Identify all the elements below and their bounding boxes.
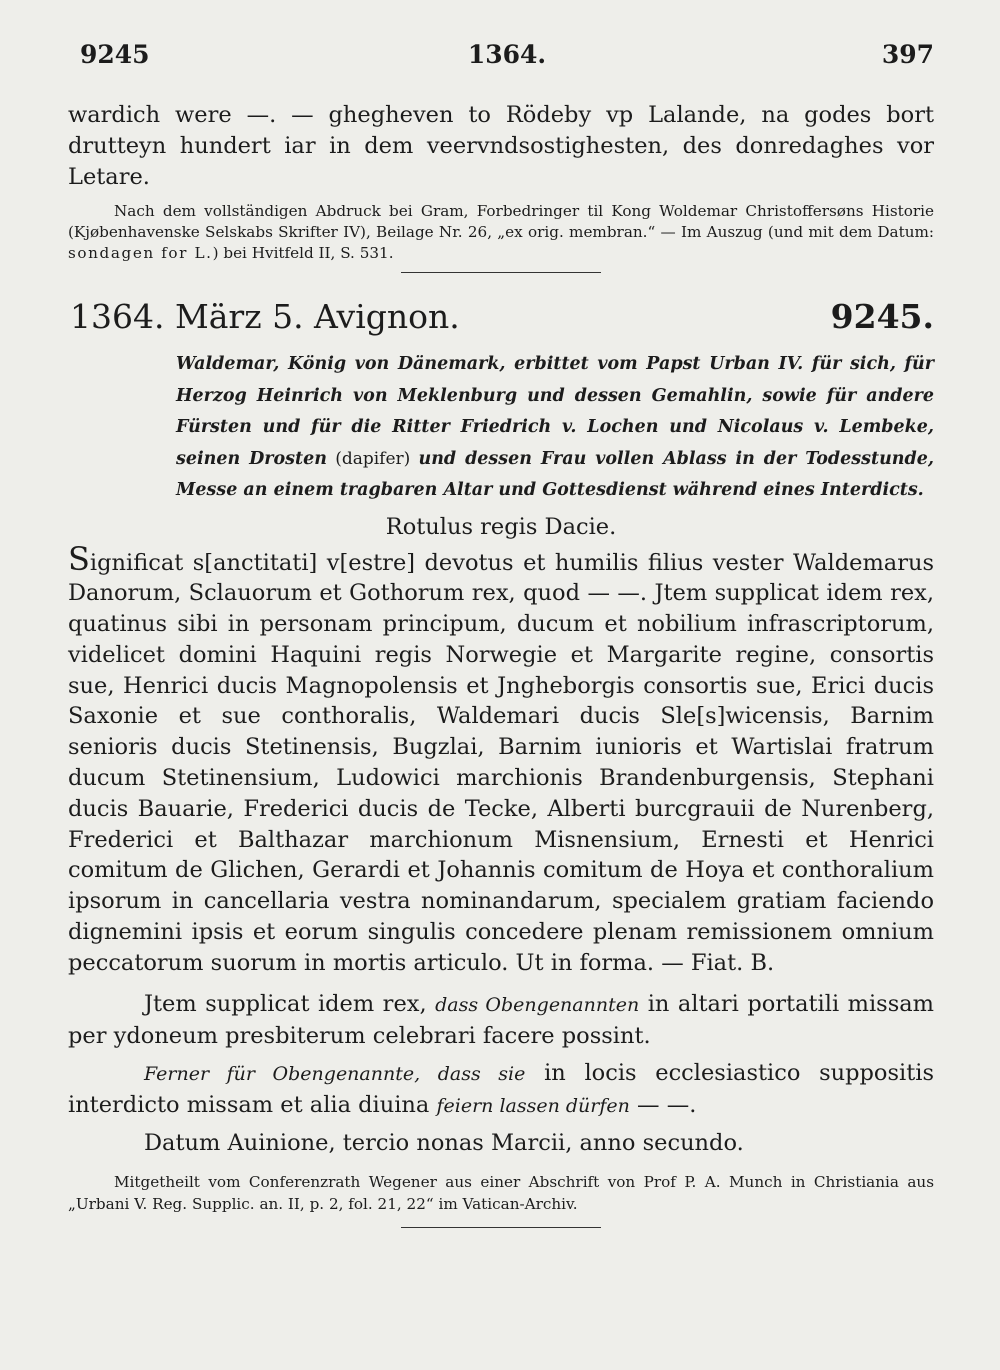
end-divider — [401, 1227, 601, 1228]
document-number: 9245 — [80, 40, 150, 69]
entry-heading — [68, 297, 934, 349]
continuation-source-note — [68, 201, 934, 264]
entry-number: 9245. — [830, 297, 934, 336]
body-paragraph-3 — [68, 1058, 934, 1122]
continuation-text: wardich were —. — ghegheven to Rödeby vp Lalande, na godes bort drutteyn hundert iar in dem veervndsostighesten, des donredaghes vor Letare. — [68, 102, 934, 190]
body-paragraph-2 — [68, 989, 934, 1052]
regest-part1: Waldemar, König von Dänemark, erbittet vom Papst Urban IV. für sich, für Herzog Heinrich von Meklenburg und dessen Gemahlin, sowie für andere Fürsten und für die Ritter Friedrich v. Lochen und Nicolaus v. Lembeke, seinen Drosten — [176, 354, 934, 469]
regest-part2: und dessen Frau vollen Ablass in der Todesstunde, Messe an einem tragbaren Altar und Gottesdienst während eines Interdicts. — [176, 448, 934, 500]
body-text: ignificat s[anctitati] v[estre] devotus et humilis filius vester Waldemarus Danorum, Sclauorum et Gothorum rex, quod — —. Jtem supplicat idem rex, quatinus sibi in personam principum, ducum et nobilium infrascriptorum, videlicet domini Haquini regis Norwegie et Margarite regine, consortis sue, Henrici ducis Magnopolensis et Jngheborgis consortis sue, Erici ducis Saxonie et sue conthoralis, Waldemari ducis Sle[s]wicensis, Barnim senioris ducis Stetinensis, Bugzlai, Barnim iunioris et Wartislai fratrum ducum Stetinensium, Ludowici marchionis Brandenburgensis, Stephani ducis Bauarie, Frederici ducis de Tecke, Alberti burcgrauii de Nurenberg, Frederici et Balthazar marchionum Misnensium, Ernesti et Henrici comitum de Glichen, Gerardi et Johannis comitum de Hoya et conthoralium ipsorum in cancellaria vestra nominandarum, specialem gratiam faciendo dignemini ipsis et eorum singulis concedere plenam remissionem omnium peccatorum suorum in mortis articulo. Ut in forma. — Fiat. B. — [68, 549, 934, 976]
para2-text-a: Jtem supplicat idem rex, — [144, 990, 436, 1017]
note-text-part2: ) bei Hvitfeld II, S. 531. — [212, 244, 394, 262]
page-header — [80, 40, 934, 80]
regest-dapifer: (dapifer) — [326, 448, 419, 469]
header-year: 1364. — [467, 40, 547, 69]
para3-handwritten-1: Ferner für Obengenannte, dass sie — [144, 1062, 526, 1085]
rotulus-heading: Rotulus regis Dacie. — [385, 513, 617, 540]
para3-text-a: in locis ecclesiastico suppositis interdicto missam et alia diuina — [68, 1059, 934, 1118]
entry-date: 1364. März 5. Avignon. — [70, 297, 460, 336]
source-note: Mitgetheilt vom Conferenzrath Wegener aus einer Abschrift von Prof P. A. Munch in Christiania aus „Urbani V. Reg. Supplic. an. II, p. 2, fol. 21, 22“ im Vatican-Archiv. — [68, 1172, 934, 1213]
page-content — [68, 100, 934, 1228]
page-number: 397 — [881, 40, 934, 69]
note-text-part1: Nach dem vollständigen Abdruck bei Gram, Forbedringer til Kong Woldemar Christoffersøns Historie (Kjøbenhavenske Selskabs Skrifter IV), Beilage Nr. 26, „ex orig. membran.“ — Im Auszug (und mit dem Datum: — [68, 202, 934, 241]
para2-handwritten: dass Obengenannten — [435, 993, 640, 1016]
note-spaced-text: sondagen for L. — [68, 244, 213, 262]
section-divider — [401, 272, 601, 273]
para3-handwritten-2: feiern lassen dürfen — [436, 1094, 630, 1117]
entry-regest — [176, 349, 934, 507]
para3-text-b: — —. — [629, 1091, 697, 1118]
para2-text-b: in altari portatili missam per ydoneum presbiterum celebrari facere possint. — [68, 990, 934, 1049]
initial-letter: S — [68, 539, 90, 578]
datum-line: Datum Auinione, tercio nonas Marcii, anno secundo. — [144, 1129, 744, 1156]
body-paragraph-1 — [68, 539, 934, 979]
